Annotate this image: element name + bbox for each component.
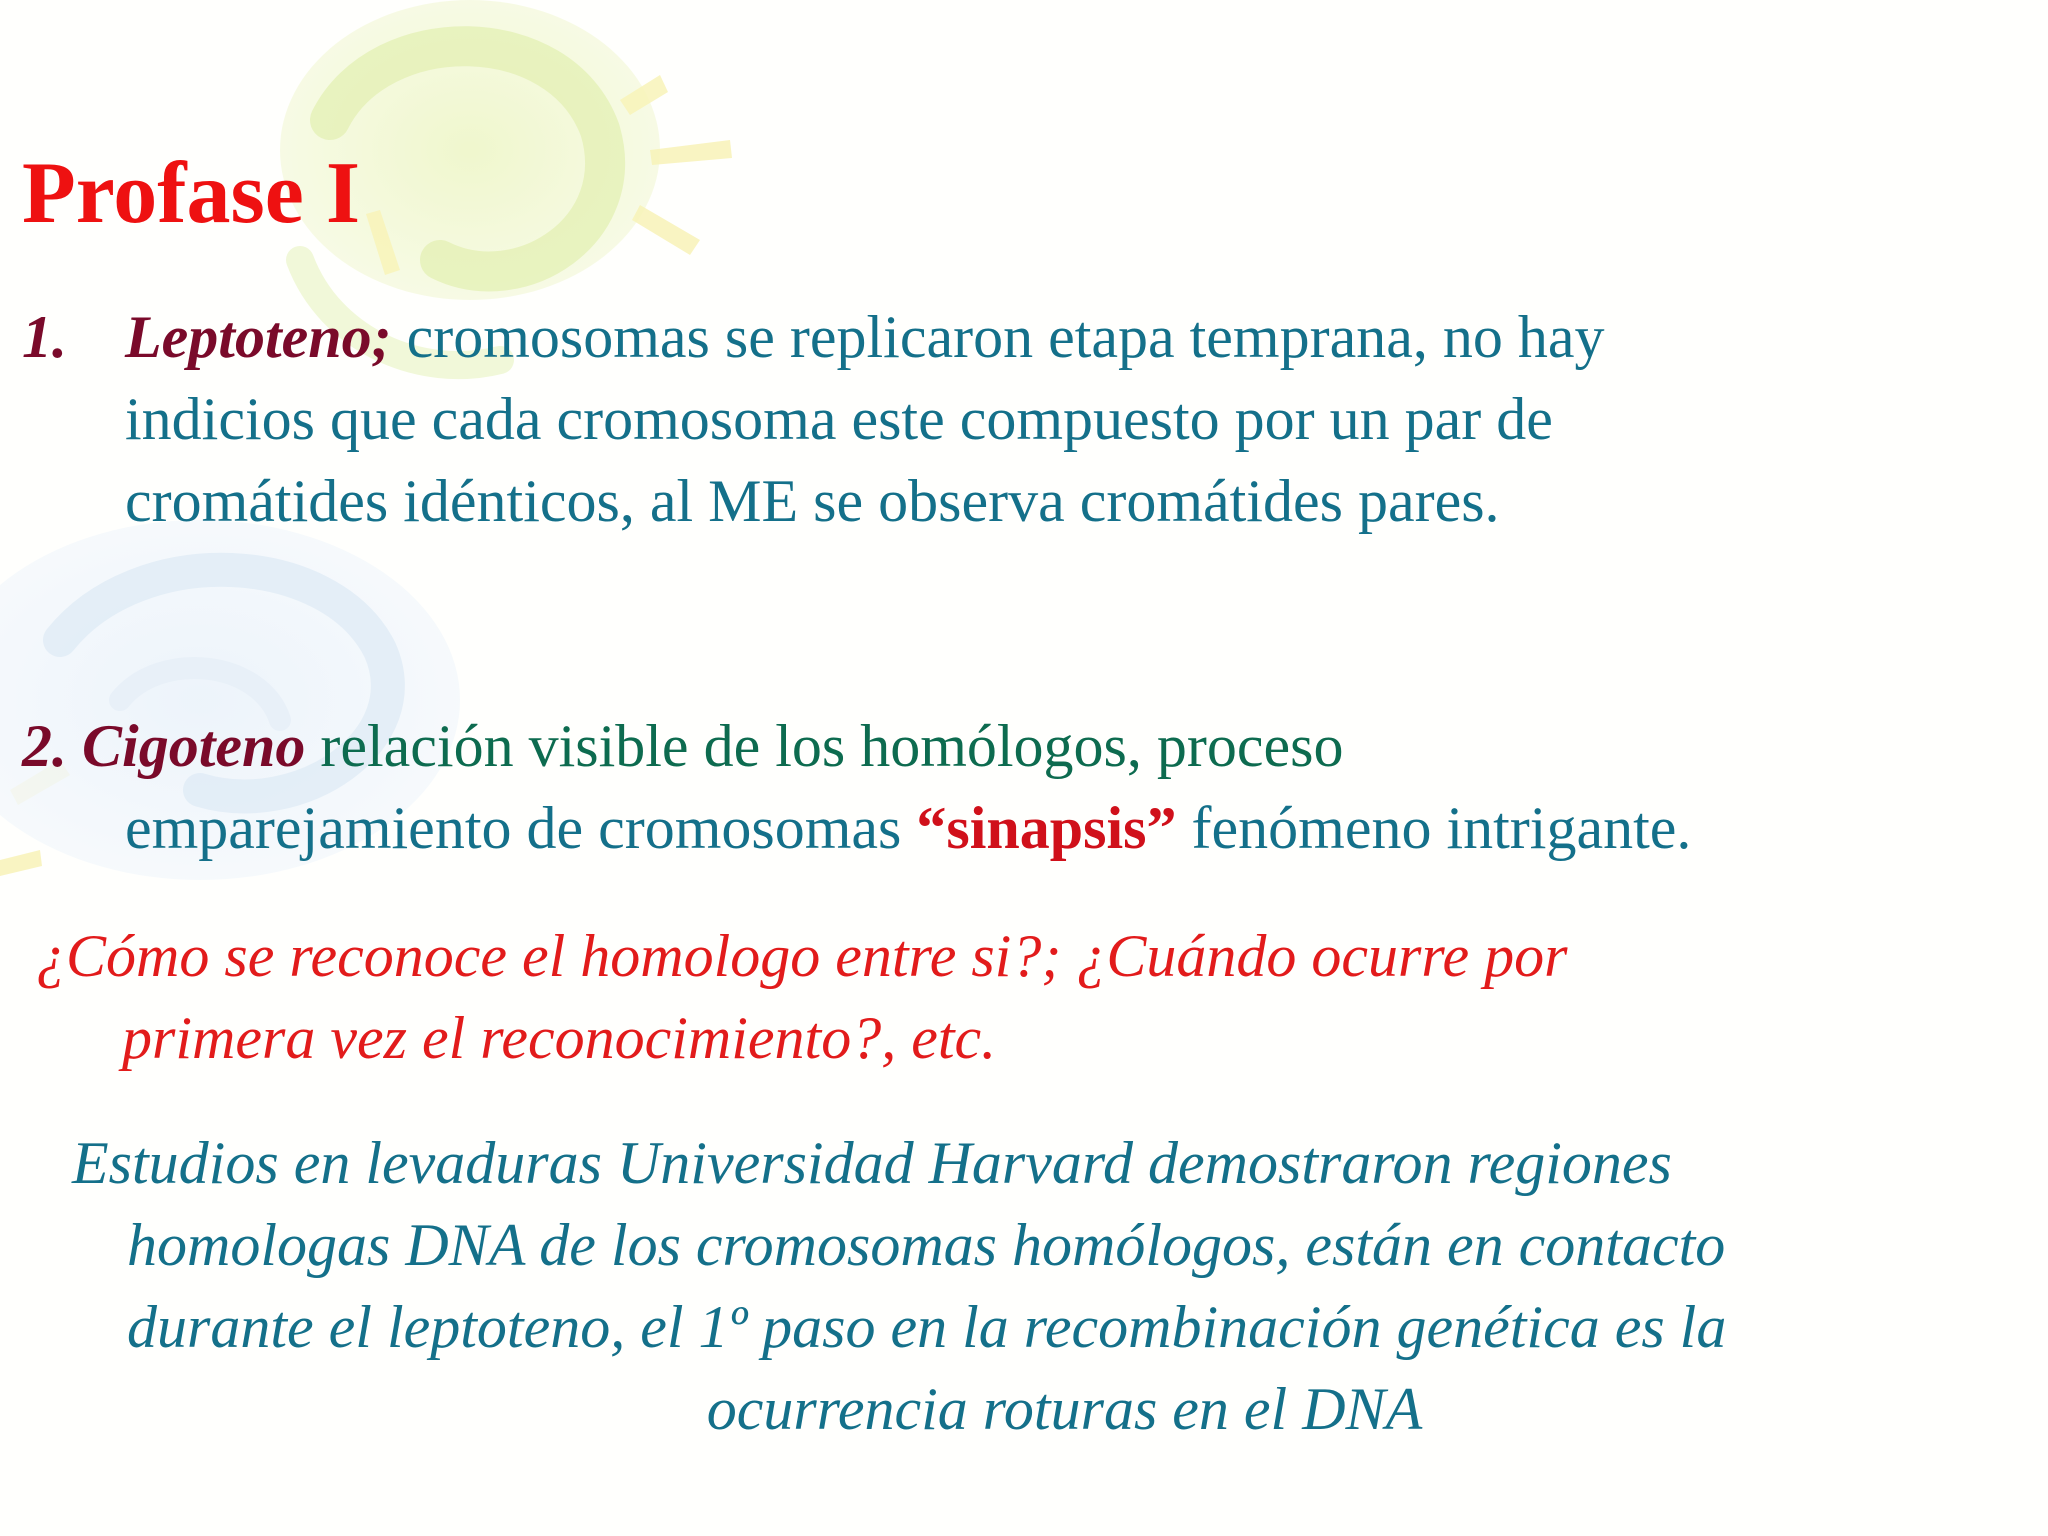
studies-line: homologas DNA de los cromosomas homólogos, están en contacto xyxy=(127,1212,1726,1278)
term-leptoteno: Leptoteno; xyxy=(125,304,392,370)
question-line: primera vez el reconocimiento?, etc. xyxy=(122,1005,997,1071)
item-cigoteno xyxy=(22,705,2012,869)
studies-line: ocurrencia roturas en el DNA xyxy=(706,1376,1423,1442)
item-number: 1. xyxy=(22,304,67,370)
studies-line: Estudios en levaduras Universidad Harvard demostraron regiones xyxy=(72,1130,1672,1196)
item-text-line: indicios que cada cromosoma este compuesto por un par de xyxy=(125,386,1553,452)
item-text-line: relación visible de los homólogos, proceso xyxy=(305,713,1344,779)
item-number: 2. xyxy=(22,713,67,779)
highlight-sinapsis: “sinapsis” xyxy=(916,795,1177,861)
question-line: ¿Cómo se reconoce el homologo entre si?; ¿Cuándo ocurre por xyxy=(36,923,1568,989)
item-text-fragment: emparejamiento de cromosomas xyxy=(125,795,917,861)
slide-title: Profase I xyxy=(22,145,361,242)
questions-text xyxy=(36,915,2006,1079)
item-leptoteno xyxy=(22,296,2002,542)
item-text-fragment: fenómeno intrigante. xyxy=(1176,795,1692,861)
item-text-line xyxy=(22,787,2012,869)
term-cigoteno: Cigoteno xyxy=(82,713,306,779)
studies-text xyxy=(72,1122,2002,1450)
item-text-line: cromátides idénticos, al ME se observa cromátides pares. xyxy=(125,468,1500,534)
item-text-line: cromosomas se replicaron etapa temprana, no hay xyxy=(391,304,1605,370)
studies-line: durante el leptoteno, el 1º paso en la recombinación genética es la xyxy=(127,1294,1727,1360)
